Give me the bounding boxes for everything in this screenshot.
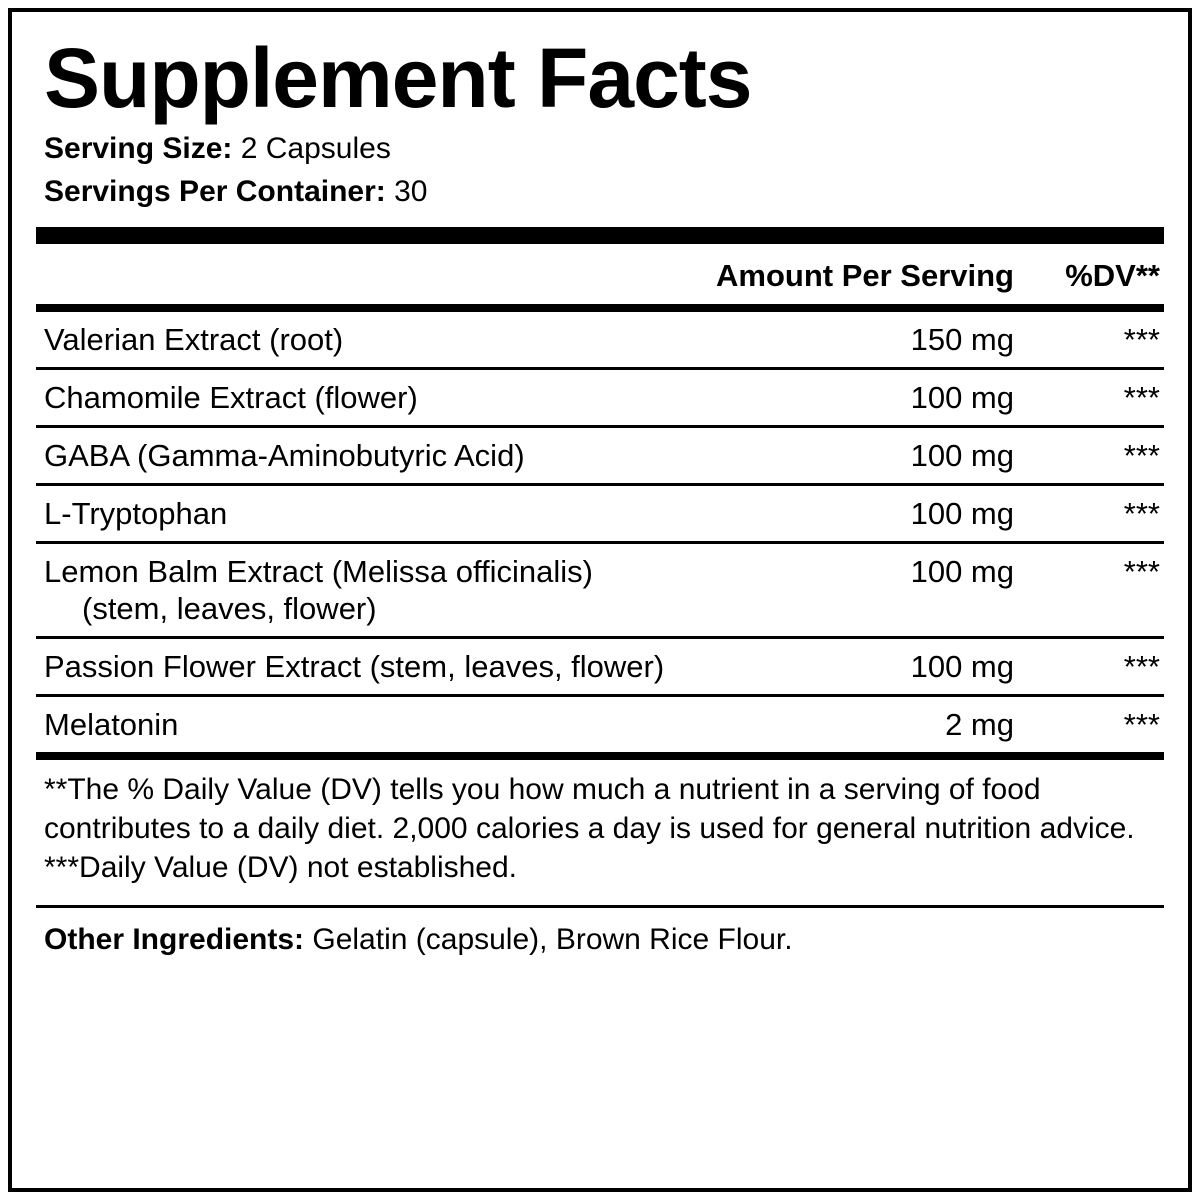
- table-header-row: [36, 244, 1164, 304]
- other-ingredients: [44, 920, 1164, 959]
- nutrient-name: GABA (Gamma-Aminobutyric Acid): [44, 438, 525, 473]
- nutrient-name: L-Tryptophan: [44, 495, 228, 531]
- nutrient-dv: ***: [1123, 322, 1160, 358]
- nutrient-amount: 100 mg: [910, 380, 1014, 416]
- nutrient-dv: ***: [1123, 707, 1160, 743]
- nutrient-amount: 100 mg: [910, 553, 1014, 589]
- serving-size-value: 2 Capsules: [240, 132, 391, 166]
- table-row: [36, 697, 1164, 752]
- nutrient-name: Passion Flower Extract (stem, leaves, flower): [44, 649, 665, 685]
- nutrient-dv: ***: [1123, 553, 1160, 589]
- nutrient-dv: ***: [1123, 649, 1160, 685]
- divider-medium-header: [36, 304, 1164, 312]
- table-row: [36, 639, 1164, 694]
- divider-medium-footer: [36, 752, 1164, 760]
- servings-per-container-label: Servings Per Container:: [44, 174, 386, 208]
- footnote-daily-value: **The % Daily Value (DV) tells you how much a nutrient in a serving of food contributes to a daily diet. 2,000 calories a day is used for general nutrition advice.: [44, 772, 1135, 845]
- nutrient-amount: 100 mg: [910, 649, 1014, 685]
- nutrient-name-wrapper: [36, 553, 814, 629]
- table-row: [36, 544, 1164, 637]
- supplement-facts-panel: [8, 8, 1192, 1192]
- nutrient-amount: 100 mg: [910, 495, 1014, 531]
- column-header-amount: Amount Per Serving: [716, 258, 1014, 294]
- divider-thin-other: [36, 905, 1164, 908]
- table-row: [36, 370, 1164, 425]
- nutrient-amount: 2 mg: [945, 707, 1014, 743]
- page-title: Supplement Facts: [44, 31, 752, 125]
- nutrient-name: Chamomile Extract (flower): [44, 380, 418, 416]
- nutrient-dv: ***: [1123, 438, 1160, 473]
- nutrient-name: Melatonin: [44, 707, 179, 743]
- nutrient-amount: 100 mg: [910, 438, 1014, 473]
- servings-per-container-line: [44, 171, 1164, 214]
- table-row: [36, 312, 1164, 367]
- nutrient-name-second-line: (stem, leaves, flower): [82, 591, 377, 627]
- nutrient-dv: ***: [1123, 380, 1160, 416]
- table-row: [36, 428, 1164, 483]
- serving-size-line: [44, 128, 1164, 171]
- nutrient-amount: 150 mg: [910, 322, 1014, 358]
- footnotes: [44, 770, 1164, 887]
- nutrient-dv: ***: [1123, 495, 1160, 531]
- serving-size-label: Serving Size:: [44, 132, 233, 166]
- footnote-not-established: ***Daily Value (DV) not established.: [44, 850, 518, 884]
- nutrient-name: Lemon Balm Extract (Melissa officinalis): [44, 553, 593, 589]
- column-header-dv: %DV**: [1065, 258, 1160, 294]
- servings-per-container-value: 30: [394, 174, 428, 208]
- other-ingredients-label: Other Ingredients:: [44, 922, 305, 956]
- divider-thick-top: [36, 227, 1164, 244]
- table-row: [36, 486, 1164, 541]
- other-ingredients-value: Gelatin (capsule), Brown Rice Flour.: [312, 922, 793, 956]
- nutrient-name: Valerian Extract (root): [44, 322, 344, 358]
